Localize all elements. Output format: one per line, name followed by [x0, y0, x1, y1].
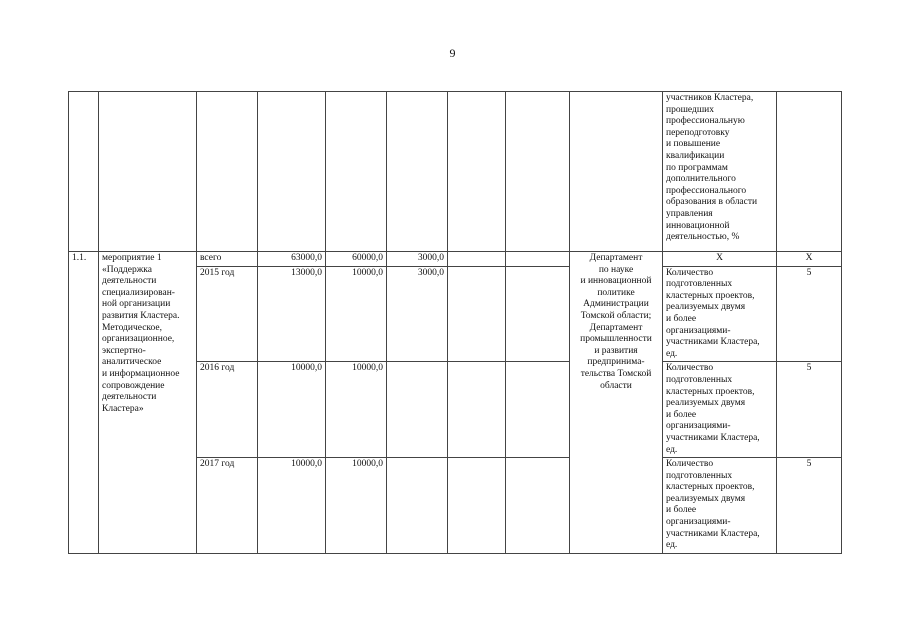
measure-number: 1.1.: [69, 252, 99, 554]
table-cell: [448, 252, 506, 267]
source1-cell: 10000,0: [326, 362, 387, 458]
period-cell: 2016 год: [197, 362, 258, 458]
table-cell: [448, 362, 506, 458]
table-cell: [506, 252, 570, 267]
table-cell: [387, 92, 448, 252]
table-cell: [99, 92, 197, 252]
table-cell: [506, 362, 570, 458]
sum-cell: 13000,0: [258, 266, 326, 362]
table-cell: [448, 92, 506, 252]
page-number: 9: [449, 46, 456, 60]
source1-cell: 10000,0: [326, 458, 387, 554]
source2-cell: 3000,0: [387, 266, 448, 362]
period-cell: 2015 год: [197, 266, 258, 362]
measure-name: мероприятие 1 «Поддержка деятельности специализирован- ной организации развития Кластера. Методическое, организационное, экспертно- аналитическое и информационное сопровождение деятельности Кластера»: [99, 252, 197, 554]
indicator-cell: Количество подготовленных кластерных проектов, реализуемых двумя и более организациями- участниками Кластера, ед.: [663, 362, 777, 458]
table-row: [69, 252, 842, 267]
table-cell: [326, 92, 387, 252]
indicator-cell: Количество подготовленных кластерных проектов, реализуемых двумя и более организациями- участниками Кластера, ед.: [663, 266, 777, 362]
source2-cell: [387, 458, 448, 554]
table-cell: [506, 266, 570, 362]
table-row: [69, 92, 842, 252]
source1-cell: 60000,0: [326, 252, 387, 267]
period-cell: 2017 год: [197, 458, 258, 554]
indicator-cell: Х: [663, 252, 777, 267]
value-cell: Х: [777, 252, 842, 267]
sum-cell: 10000,0: [258, 458, 326, 554]
table-cell: [506, 92, 570, 252]
table-cell: [506, 458, 570, 554]
sum-cell: 63000,0: [258, 252, 326, 267]
indicator-cell: Количество подготовленных кластерных проектов, реализуемых двумя и более организациями- участниками Кластера, ед.: [663, 458, 777, 554]
value-cell: 5: [777, 458, 842, 554]
table-cell: [69, 92, 99, 252]
value-cell: 5: [777, 266, 842, 362]
table-cell: [777, 92, 842, 252]
program-table: [68, 91, 842, 554]
source1-cell: 10000,0: [326, 266, 387, 362]
indicator-cell: участников Кластера, прошедших профессиональную переподготовку и повышение квалификации по программам дополнительного профессионального образования в области управления инновационной деятельностью, %: [663, 92, 777, 252]
source2-cell: 3000,0: [387, 252, 448, 267]
responsible-cell: Департамент по науке и инновационной политике Администрации Томской области; Департамент промышленности и развития предпринима- тельства Томской области: [570, 252, 663, 554]
table-cell: [258, 92, 326, 252]
table-cell: [570, 92, 663, 252]
table-cell: [448, 458, 506, 554]
table-cell: [448, 266, 506, 362]
value-cell: 5: [777, 362, 842, 458]
source2-cell: [387, 362, 448, 458]
sum-cell: 10000,0: [258, 362, 326, 458]
period-cell: всего: [197, 252, 258, 267]
table-cell: [197, 92, 258, 252]
